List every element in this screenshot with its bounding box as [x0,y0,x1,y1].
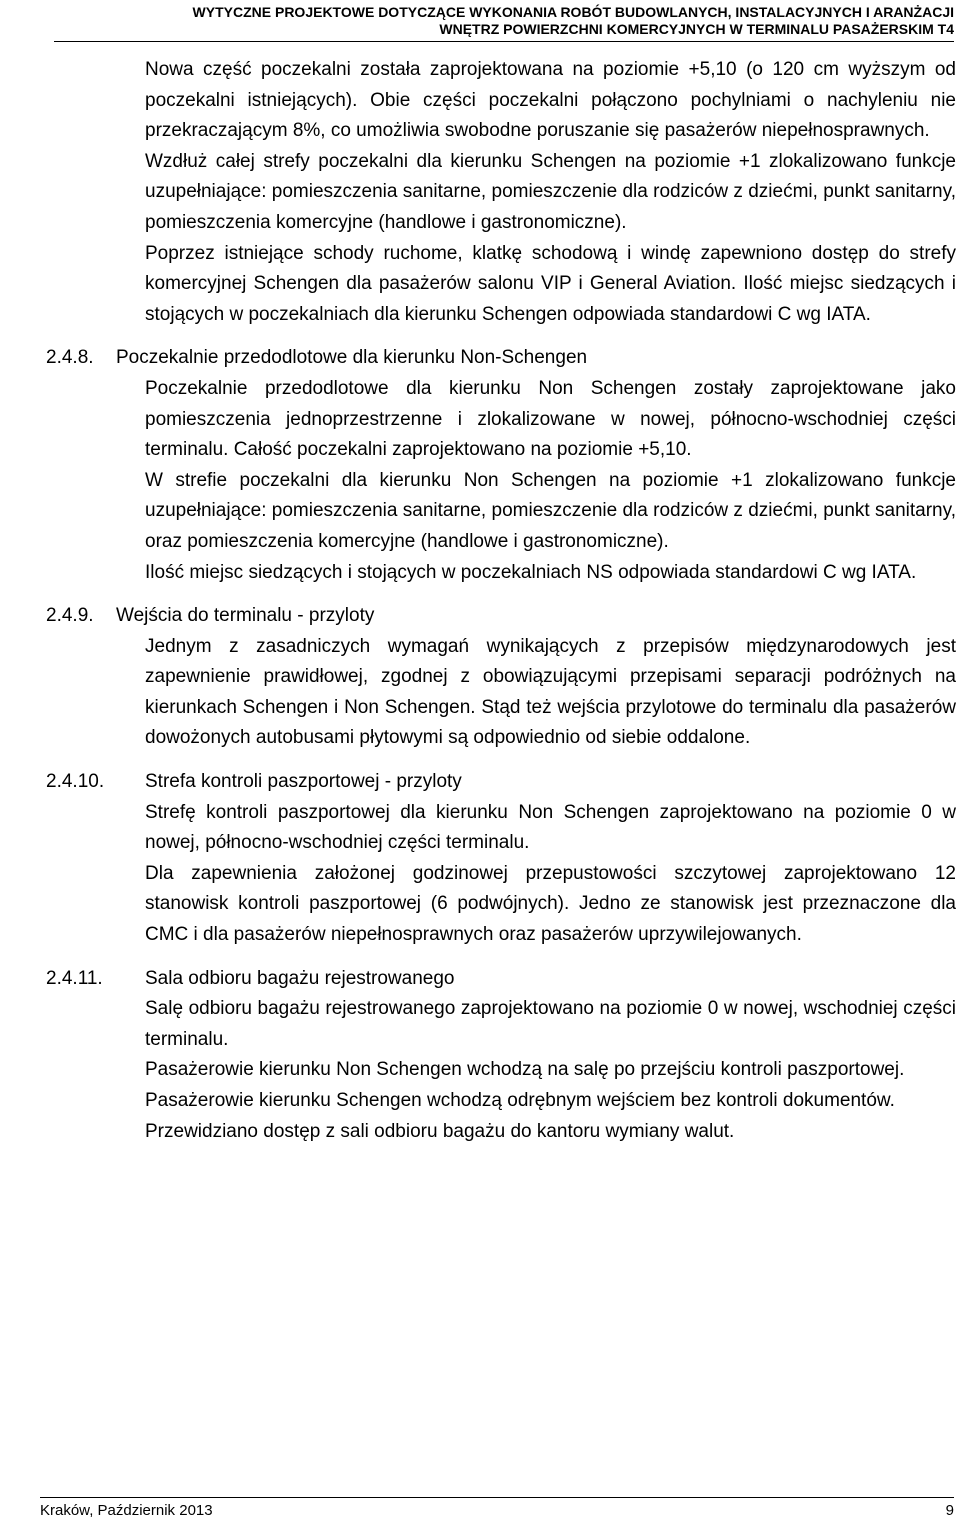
section-heading [46,601,956,632]
intro-paragraph: Nowa część poczekalni została zaprojektowana na poziomie +5,10 (o 120 cm wyższym od poczekalni istniejących). Obie części poczekalni połączono pochylniami o nachyleniu nie przekraczającym 8%, co umożliwia swobodne poruszanie się pasażerów niepełnosprawnych. [145,59,956,142]
header-line-2: WNĘTRZ POWIERZCHNI KOMERCYJNYCH W TERMINALU PASAŻERSKIM T4 [439,21,954,37]
section-title: Strefa kontroli paszportowej - przyloty [145,771,462,793]
section-paragraph: Salę odbioru bagażu rejestrowanego zaprojektowano na poziomie 0 w nowej, wschodniej części terminalu. [145,998,956,1050]
section-heading [46,343,956,374]
section-paragraph: W strefie poczekalni dla kierunku Non Schengen na poziomie +1 zlokalizowano funkcje uzupełniające: pomieszczenia sanitarne, pomieszczenie dla rodziców z dziećmi, punkt sanitarny, oraz pomieszczenia komercyjne (handlowe i gastronomiczne). [145,469,956,552]
section-heading [46,964,956,995]
page-header [54,0,954,42]
section-heading [46,767,956,798]
section-number: 2.4.9. [46,605,94,627]
document-body [46,55,956,1147]
intro-paragraph: Wzdłuż całej strefy poczekalni dla kierunku Schengen na poziomie +1 zlokalizowano funkcje uzupełniające: pomieszczenia sanitarne, pomieszczenie dla rodziców z dziećmi, punkt sanitarny, pomieszczenia komercyjne (handlowe i gastronomiczne). [145,150,956,233]
section-paragraph: Pasażerowie kierunku Non Schengen wchodzą na salę po przejściu kontroli paszportowej. [145,1059,905,1081]
section-paragraph: Przewidziano dostęp z sali odbioru bagażu do kantoru wymiany walut. [145,1120,735,1142]
section-title: Wejścia do terminalu - przyloty [116,605,375,627]
footer-location-date: Kraków, Październik 2013 [40,1502,213,1519]
section-number: 2.4.11. [46,967,103,989]
page-footer [40,1497,954,1520]
section-number: 2.4.10. [46,771,105,793]
section-paragraph: Jednym z zasadniczych wymagań wynikających z przepisów międzynarodowych jest zapewnienie prawidłowej, zgodnej z obowiązującymi przepisami separacji podróżnych na kierunkach Schengen i Non Schengen. Stąd też wejścia przylotowe do terminalu dla pasażerów dowożonych autobusami płytowymi są odpowiednio od siebie oddalone. [145,635,956,749]
section-paragraph: Ilość miejsc siedzących i stojących w poczekalniach NS odpowiada standardowi C wg IATA. [145,561,917,583]
page-number: 9 [945,1502,954,1519]
section-number: 2.4.8. [46,347,94,369]
section-paragraph: Dla zapewnienia założonej godzinowej przepustowości szczytowej zaprojektowano 12 stanowisk kontroli paszportowej (6 podwójnych). Jedno ze stanowisk jest przeznaczone dla CMC i dla pasażerów niepełnosprawnych oraz pasażerów uprzywilejowanych. [145,862,956,946]
section-title: Poczekalnie przedodlotowe dla kierunku Non-Schengen [116,347,588,369]
section-title: Sala odbioru bagażu rejestrowanego [145,967,455,989]
section-paragraph: Pasażerowie kierunku Schengen wchodzą odrębnym wejściem bez kontroli dokumentów. [145,1090,895,1111]
section-paragraph: Strefę kontroli paszportowej dla kierunku Non Schengen zaprojektowano na poziomie 0 w nowej, północno-wschodniej części terminalu. [145,801,956,854]
section-paragraph: Poczekalnie przedodlotowe dla kierunku Non Schengen zostały zaprojektowane jako pomieszczenia jednoprzestrzenne i zlokalizowane w nowej, północno-wschodniej części terminalu. Całość poczekalni zaprojektowano na poziomie +5,10. [145,377,956,461]
header-line-1: WYTYCZNE PROJEKTOWE DOTYCZĄCE WYKONANIA ROBÓT BUDOWLANYCH, INSTALACYJNYCH I ARANŻACJI [192,4,954,20]
intro-paragraph: Poprzez istniejące schody ruchome, klatkę schodową i windę zapewniono dostęp do strefy komercyjnej Schengen dla pasażerów salonu VIP i General Aviation. Ilość miejsc siedzących i stojących w poczekalniach dla kierunku Schengen odpowiada standardowi C wg IATA. [145,242,956,325]
